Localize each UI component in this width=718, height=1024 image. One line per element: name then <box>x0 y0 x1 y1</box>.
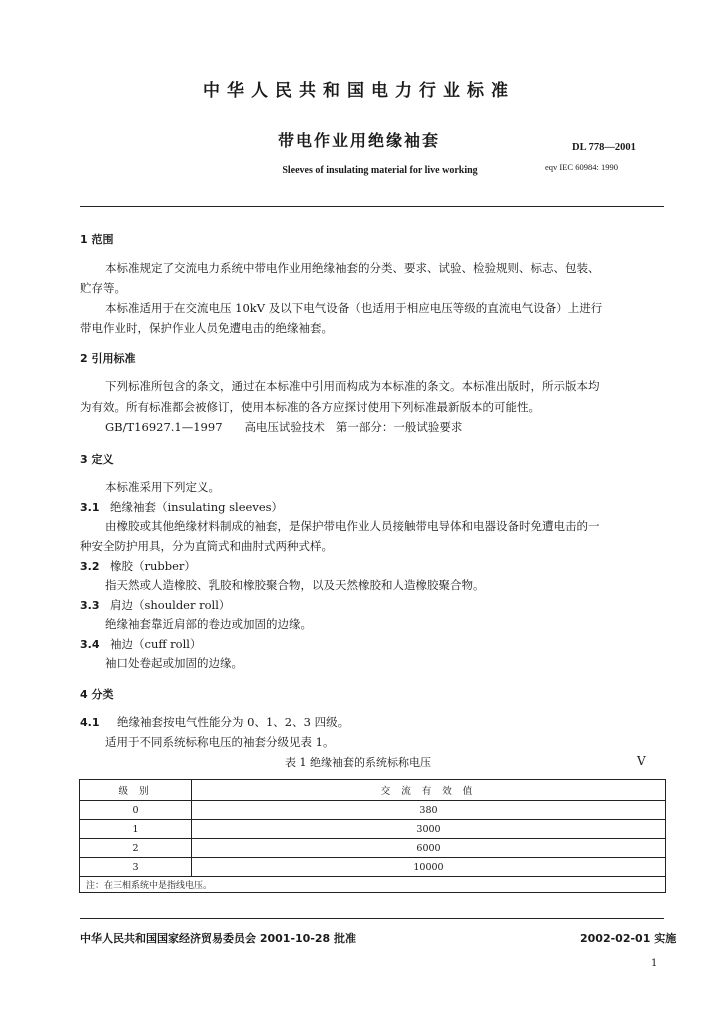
term: 袖边（cuff roll） <box>110 637 202 651</box>
column-header-level: 级 别 <box>80 780 192 801</box>
referenced-standard: GB/T16927.1—1997 高电压试验技术 第一部分：一般试验要求 <box>105 420 463 434</box>
table-row <box>80 839 666 858</box>
page-number: 1 <box>651 958 658 969</box>
section-1-paragraph-1-line-1: 本标准规定了交流电力系统中带电作业用绝缘袖套的分类、要求、试验、检验规则、标志、包装、 <box>105 261 600 275</box>
clause-4-1 <box>80 717 349 729</box>
definition-3-1-line-2: 种安全防护用具，分为直筒式和曲肘式两种式样。 <box>80 539 333 553</box>
header-divider <box>80 206 664 207</box>
clause-text: 绝缘袖套按电气性能分为 0、1、2、3 四级。 <box>117 715 350 729</box>
table-1-caption: 表 1 绝缘袖套的系统标称电压 <box>285 756 431 769</box>
level-cell: 3 <box>80 858 192 877</box>
document-title-en: Sleeves of insulating material for live working <box>282 165 478 176</box>
table-1 <box>79 779 666 893</box>
section-2-paragraph-line-2: 为有效。所有标准都会被修订，使用本标准的各方应探讨使用下列标准最新版本的可能性。 <box>80 400 540 414</box>
standard-organization-heading: 中华人民共和国电力行业标准 <box>203 81 515 101</box>
term: 绝缘袖套（insulating sleeves） <box>110 500 284 514</box>
level-cell: 0 <box>80 801 192 820</box>
section-2-heading: 2 引用标准 <box>80 352 136 365</box>
section-3-intro: 本标准采用下列定义。 <box>105 480 220 494</box>
table-note-row <box>80 877 666 893</box>
clause-number: 3.3 <box>80 599 100 612</box>
clause-number: 3.4 <box>80 638 100 651</box>
column-header-ac-rms: 交 流 有 效 值 <box>192 780 666 801</box>
table-row <box>80 801 666 820</box>
level-cell: 1 <box>80 820 192 839</box>
table-1-unit: V <box>637 754 646 768</box>
definition-3-4-text: 袖口处卷起或加固的边缘。 <box>105 656 243 670</box>
footer-divider <box>80 918 664 919</box>
table-note: 注：在三相系统中是指线电压。 <box>80 877 666 893</box>
definition-3-1-line-1: 由橡胶或其他绝缘材料制成的袖套，是保护带电作业人员接触带电导体和电器设备时免遭电击的一 <box>105 519 600 533</box>
term: 肩边（shoulder roll） <box>110 598 231 612</box>
voltage-cell: 3000 <box>192 820 666 839</box>
clause-4-1-line-2: 适用于不同系统标称电压的袖套分级见表 1。 <box>105 735 335 749</box>
implementation-date: 2002-02-01 实施 <box>580 932 677 945</box>
section-4-heading: 4 分类 <box>80 688 114 701</box>
approval-statement: 中华人民共和国国家经济贸易委员会 2001-10-28 批准 <box>80 932 357 945</box>
clause-number: 3.2 <box>80 560 100 573</box>
section-2-paragraph-line-1: 下列标准所包含的条文，通过在本标准中引用而构成为本标准的条文。本标准出版时，所示版本均 <box>105 379 600 393</box>
definition-3-2-term <box>80 561 196 573</box>
section-3-heading: 3 定义 <box>80 453 114 466</box>
definition-3-1-term <box>80 502 283 514</box>
clause-number: 3.1 <box>80 501 100 514</box>
section-1-heading: 1 范围 <box>80 233 114 246</box>
level-cell: 2 <box>80 839 192 858</box>
voltage-cell: 6000 <box>192 839 666 858</box>
voltage-cell: 380 <box>192 801 666 820</box>
term: 橡胶（rubber） <box>110 559 196 573</box>
section-1-paragraph-1-line-2: 贮存等。 <box>80 281 126 295</box>
section-1-paragraph-2-line-1: 本标准适用于在交流电压 10kV 及以下电气设备（也适用于相应电压等级的直流电气设备）上进行 <box>105 301 603 315</box>
section-1-paragraph-2-line-2: 带电作业时，保护作业人员免遭电击的绝缘袖套。 <box>80 321 333 335</box>
document-number: DL 778—2001 <box>572 142 636 153</box>
definition-3-3-term <box>80 600 230 612</box>
table-row <box>80 820 666 839</box>
equivalent-standard: eqv IEC 60984: 1990 <box>545 162 618 172</box>
clause-number: 4.1 <box>80 716 100 729</box>
definition-3-4-term <box>80 639 201 651</box>
table-header-row <box>80 780 666 801</box>
definition-3-3-text: 绝缘袖套靠近肩部的卷边或加固的边缘。 <box>105 617 312 631</box>
document-title-cn: 带电作业用绝缘袖套 <box>277 131 440 150</box>
voltage-cell: 10000 <box>192 858 666 877</box>
definition-3-2-text: 指天然或人造橡胶、乳胶和橡胶聚合物，以及天然橡胶和人造橡胶聚合物。 <box>105 578 485 592</box>
table-row <box>80 858 666 877</box>
